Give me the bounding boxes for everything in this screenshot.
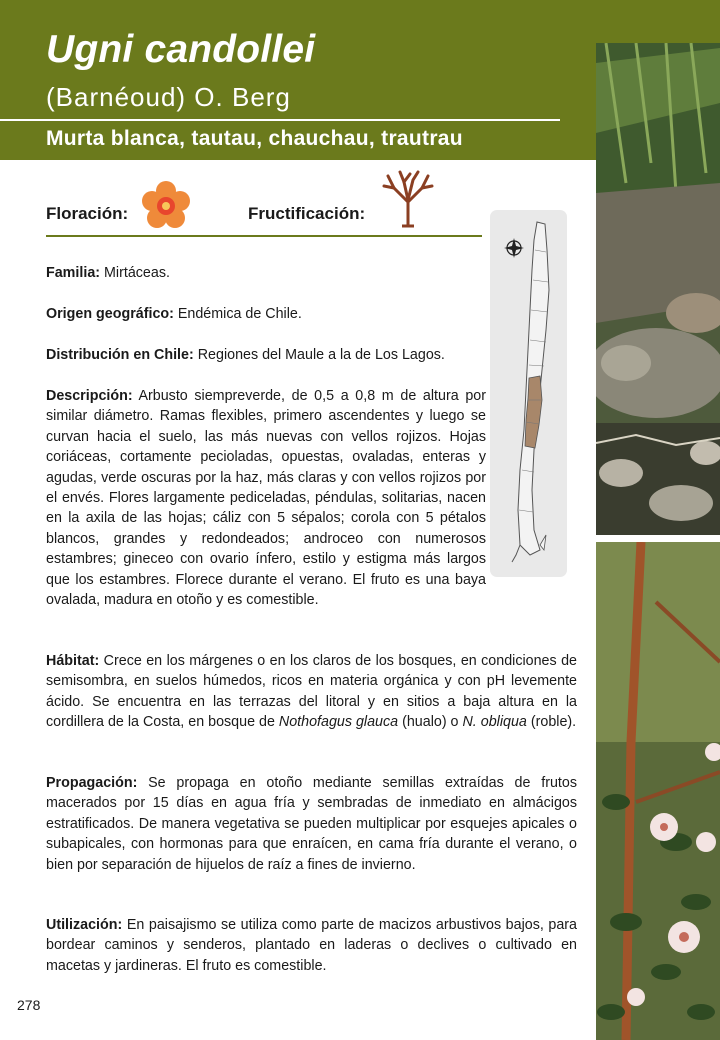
habitat-text-c: (roble). xyxy=(526,714,577,731)
utilizacion-text: En paisajismo se utiliza como parte de macizos arbustivos bajos, para bordear caminos y senderos, plantado en laderas o declives o cultivado en macetas y jardineras. El fruto es comestible. xyxy=(46,917,577,974)
familia-label: Familia: xyxy=(46,265,101,281)
species-author: (Barnéoud) O. Berg xyxy=(46,82,291,112)
phenology-divider xyxy=(46,235,482,237)
distribucion-text: Regiones del Maule a la de Los Lagos. xyxy=(193,347,445,363)
descripcion-label: Descripción: xyxy=(46,388,133,404)
origen-text: Endémica de Chile. xyxy=(173,306,302,322)
section-habitat xyxy=(46,651,577,733)
section-origen xyxy=(46,304,486,324)
habitat-photo xyxy=(596,43,720,535)
habitat-label: Hábitat: xyxy=(46,653,100,669)
habitat-species-a: Nothofagus glauca xyxy=(278,714,399,731)
propagacion-label: Propagación: xyxy=(46,775,138,791)
photo-separator xyxy=(596,535,720,542)
common-names: Murta blanca, tautau, chauchau, trautrau xyxy=(46,127,463,150)
habitat-species-b: N. obliqua xyxy=(462,714,527,731)
habitat-photo-image xyxy=(596,43,720,535)
habitat-text-b: (hualo) o xyxy=(398,714,463,731)
flowering-label: Floración: xyxy=(46,204,129,223)
compass-icon xyxy=(504,238,524,258)
section-descripcion xyxy=(46,386,486,610)
propagacion-text: Se propaga en otoño mediante semillas extraídas de frutos macerados por 15 días en agua fría y sembradas de inmediato en almácigos estratificados. De manera vegetativa se pueden multiplicar por esquejes apicales o subapicales, con hormonas para que enraícen, en cama fría durante el verano, o bien por separación de hijuelos de raíz a fines de invierno. xyxy=(46,775,577,873)
utilizacion-label: Utilización: xyxy=(46,917,123,933)
section-familia xyxy=(46,263,486,283)
section-distribucion xyxy=(46,345,486,365)
habitat-text-a: Crece en los márgenes o en los claros de los bosques, en condiciones de semisombra, en suelos húmedos, ricos en materia orgánica y con pH levemente ácido. Se encuentra en las terrazas del litoral y en sitios a baja altura en la cordillera de la Costa, en bosque de xyxy=(46,653,577,731)
fruiting-label: Fructificación: xyxy=(248,204,366,223)
plant-photo xyxy=(596,542,720,1040)
section-utilizacion xyxy=(46,915,577,976)
flower-icon xyxy=(140,180,192,232)
chile-map xyxy=(490,210,567,577)
distribucion-label: Distribución en Chile: xyxy=(46,347,194,363)
tree-icon xyxy=(380,170,436,228)
header-divider xyxy=(0,119,560,121)
familia-text: Mirtáceas. xyxy=(100,265,170,281)
origen-label: Origen geográfico: xyxy=(46,306,174,322)
distribution-map xyxy=(490,210,567,577)
plant-photo-image xyxy=(596,542,720,1040)
section-propagacion xyxy=(46,773,577,875)
page-number: 278 xyxy=(17,997,41,1013)
species-title: Ugni candollei xyxy=(46,28,316,71)
descripcion-text: Arbusto siempreverde, de 0,5 a 0,8 m de altura por similar diámetro. Ramas flexibles, primero ascendentes y luego se curvan hacia el suelo, las más nuevas con vellos rojizos. Hojas coriáceas, cortamente pecioladas, opuestas, ovaladas, enteras y agudas, verde oscuras por la haz, más claras y con vellos rojizos por el envés. Flores largamente pediceladas, péndulas, solitarias, nacen en la axila de las hojas; cáliz con 5 sépalos; corola con 5 pétalos blancos, grandes y redondeados; androceo con numerosos estambres; gineceo con ovario ínfero, estilo y estigma más largos que los estambres. Florece durante el verano. El fruto es una baya ovalada, madura en otoño y es comestible. xyxy=(46,388,486,609)
